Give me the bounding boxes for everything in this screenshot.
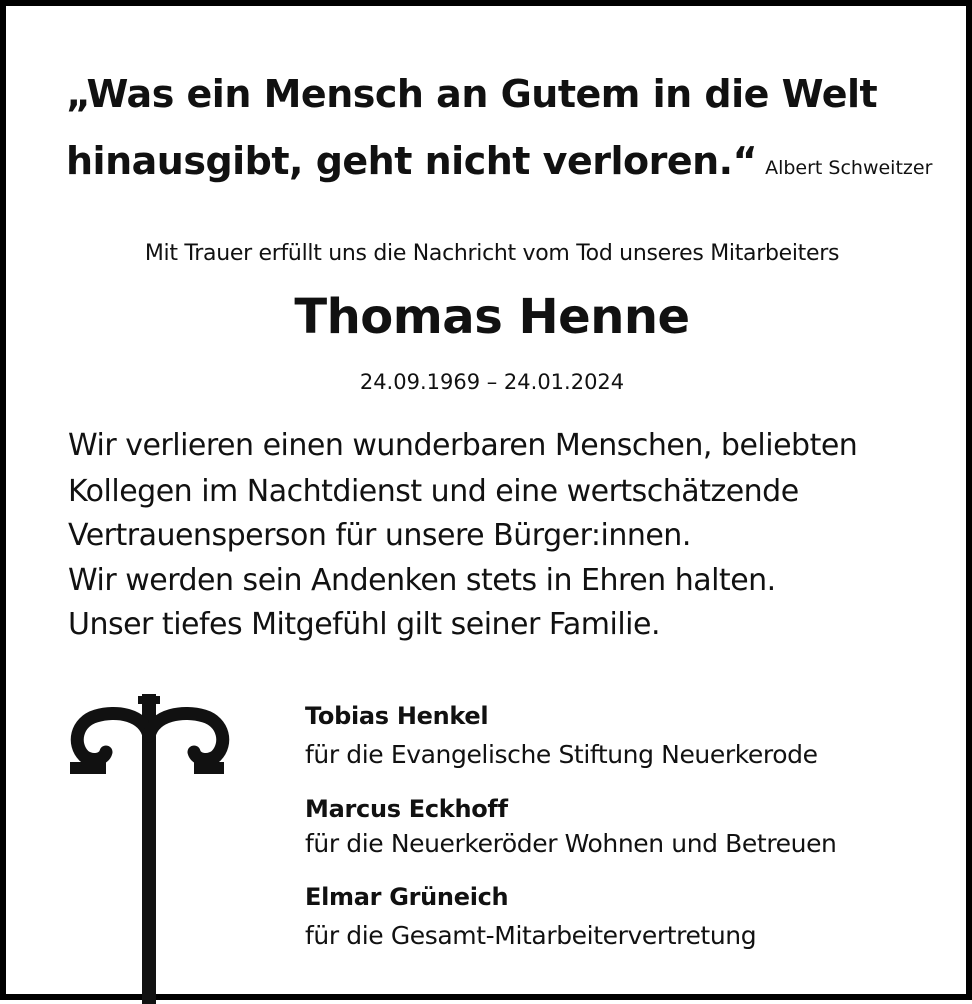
quote-line-1: „Was ein Mensch an Gutem in die Welt bbox=[66, 72, 878, 116]
signer-org-3: für die Gesamt-Mitarbeitervertretung bbox=[305, 921, 757, 950]
message-line-1: Wir verlieren einen wunderbaren Menschen, beliebten bbox=[68, 428, 858, 463]
signer-name-3: Elmar Grüneich bbox=[305, 883, 509, 911]
cross-with-loops-icon bbox=[66, 694, 236, 1004]
quote-author: Albert Schweitzer bbox=[765, 157, 933, 179]
message-line-3: Vertrauensperson für unsere Bürger:innen. bbox=[68, 518, 691, 553]
message-line-4: Wir werden sein Andenken stets in Ehren halten. bbox=[68, 563, 776, 598]
signer-name-1: Tobias Henkel bbox=[305, 702, 489, 730]
message-line-2: Kollegen im Nachtdienst und eine wertschätzende bbox=[68, 474, 799, 509]
message-line-5: Unser tiefes Mitgefühl gilt seiner Familie. bbox=[68, 607, 660, 642]
life-dates: 24.09.1969 – 24.01.2024 bbox=[359, 370, 625, 394]
quote-line-2 bbox=[66, 139, 932, 183]
deceased-name: Thomas Henne bbox=[294, 289, 690, 345]
signer-name-2: Marcus Eckhoff bbox=[305, 795, 508, 823]
quote-line-2-text: hinausgibt, geht nicht verloren.“ bbox=[66, 139, 758, 183]
signer-org-1: für die Evangelische Stiftung Neuerkerode bbox=[305, 740, 818, 769]
intro-text: Mit Trauer erfüllt uns die Nachricht vom Tod unseres Mitarbeiters bbox=[144, 241, 840, 266]
signer-org-2: für die Neuerkeröder Wohnen und Betreuen bbox=[305, 829, 837, 858]
